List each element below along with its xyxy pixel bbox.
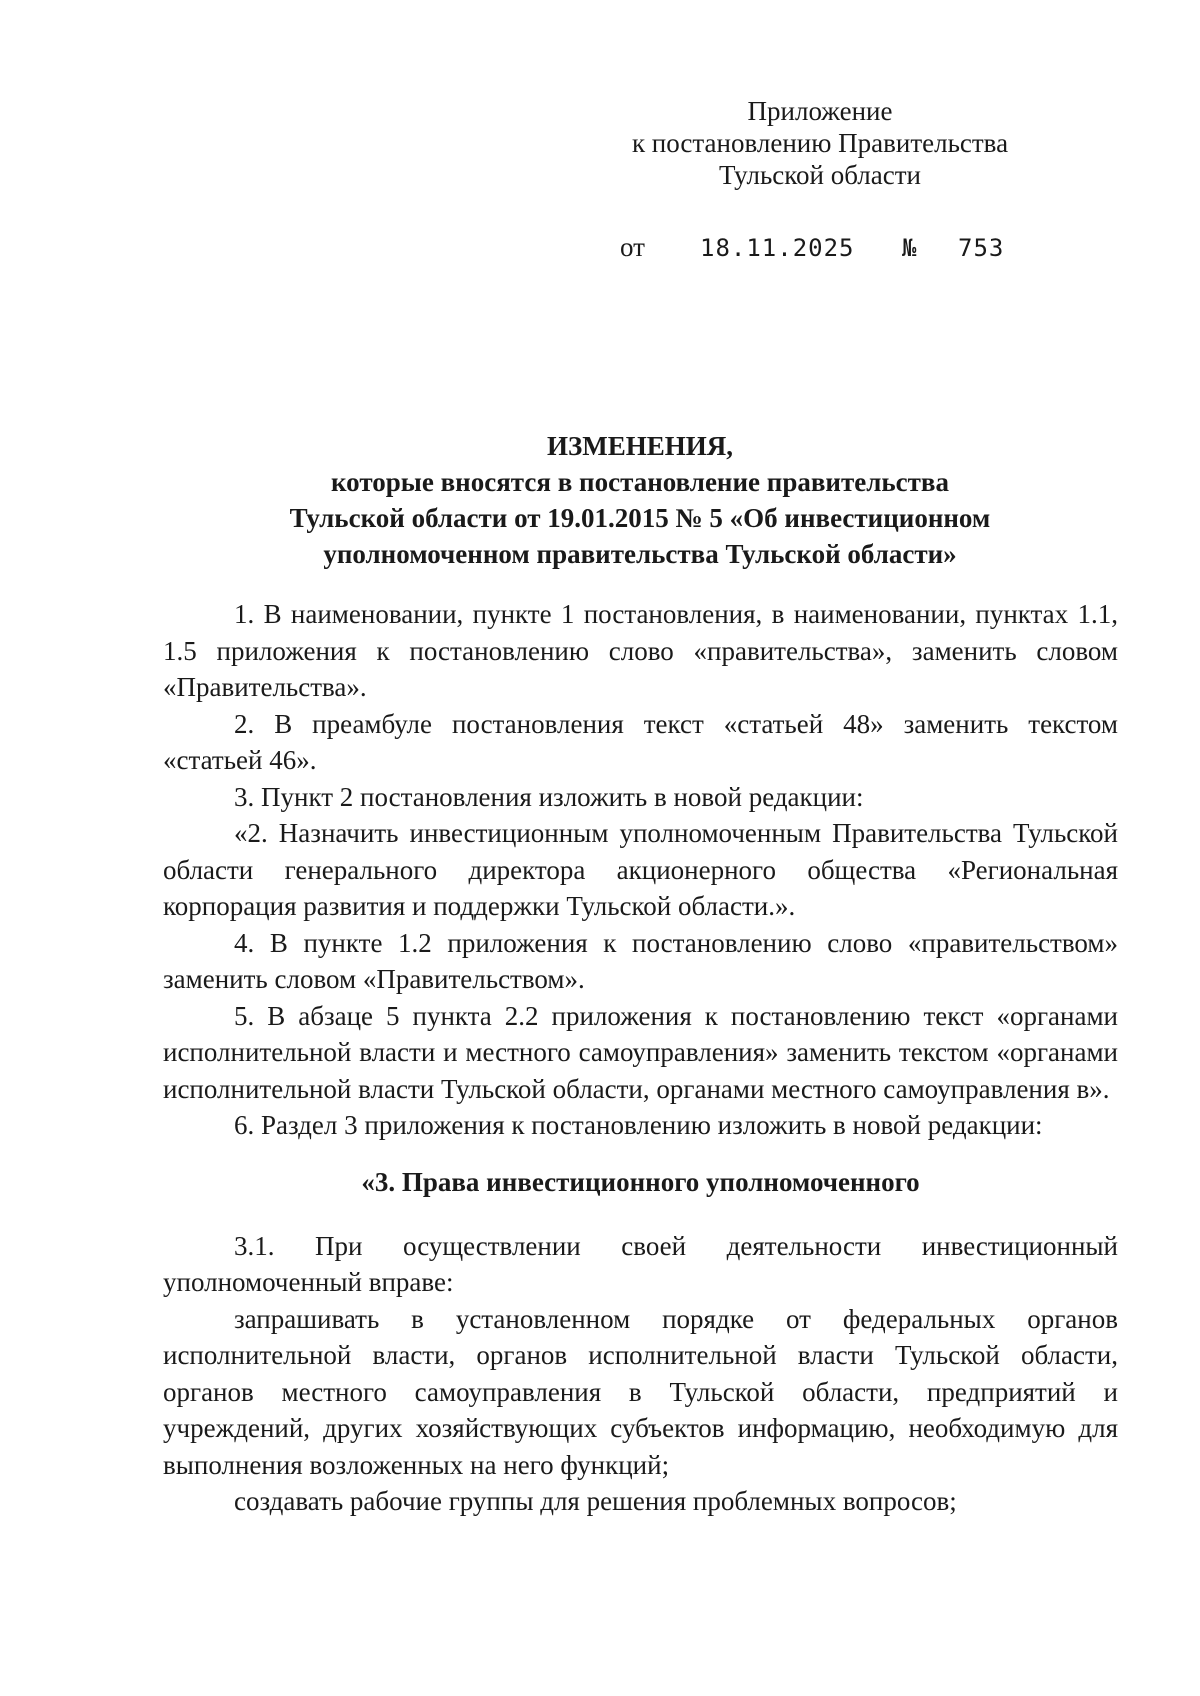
paragraph-3: 3. Пункт 2 постановления изложить в новой редакции: [234, 781, 864, 812]
paragraph-1: 1. В наименовании, пункте 1 постановления, в наименовании, пунктах 1.1, 1.5 приложения к постановлению слово «правительства», заменить словом «Правительства». [163, 599, 1118, 702]
document-body [163, 596, 1118, 1520]
paragraph-3-1-item-a: запрашивать в установленном порядке от федеральных органов исполнительной власти, органов исполнительной власти Тульской области, органов местного самоуправления в Тульской области, предприятий и учреждений, других хозяйствующих субъектов информацию, необходимую для выполнения возложенных на него функций; [163, 1303, 1118, 1480]
title-line-1: которые вносятся в постановление правительства [330, 467, 949, 497]
paragraph-3-1: 3.1. При осуществлении своей деятельности инвестиционный уполномоченный вправе: [163, 1230, 1118, 1297]
attachment-line-2: к постановлению Правительства [631, 128, 1009, 158]
paragraph-3-quote: «2. Назначить инвестиционным уполномоченным Правительства Тульской области генерального директора акционерного общества «Региональная корпорация развития и поддержки Тульской области.». [163, 818, 1118, 921]
number-sign: № [902, 234, 917, 262]
section-heading: «3. Права инвестиционного уполномоченного [361, 1166, 920, 1197]
from-label: от [620, 232, 645, 262]
paragraph-4: 4. В пункте 1.2 приложения к постановлению слово «правительством» заменить словом «Правительством». [163, 927, 1118, 994]
title-heading: ИЗМЕНЕНИЯ, [546, 431, 733, 461]
document-title [160, 428, 1120, 572]
title-line-3: уполномоченном правительства Тульской области» [323, 539, 957, 569]
paragraph-2: 2. В преамбуле постановления текст «статьей 48» заменить текстом «статьей 46». [163, 708, 1118, 775]
title-line-2: Тульской области от 19.01.2015 № 5 «Об инвестиционном [289, 503, 991, 533]
attachment-block [600, 95, 1040, 191]
paragraph-5: 5. В абзаце 5 пункта 2.2 приложения к постановлению текст «органами исполнительной власти и местного самоуправления» заменить текстом «органами исполнительной власти Тульской области, органами местного самоуправления в». [163, 1000, 1118, 1104]
resolution-date: 18.11.2025 [700, 234, 855, 262]
paragraph-6: 6. Раздел 3 приложения к постановлению изложить в новой редакции: [234, 1110, 1043, 1140]
resolution-number: 753 [958, 234, 1005, 262]
attachment-line-1: Приложение [747, 96, 893, 126]
paragraph-3-1-item-b: создавать рабочие группы для решения проблемных вопросов; [234, 1486, 957, 1516]
attachment-line-3: Тульской области [719, 160, 921, 190]
